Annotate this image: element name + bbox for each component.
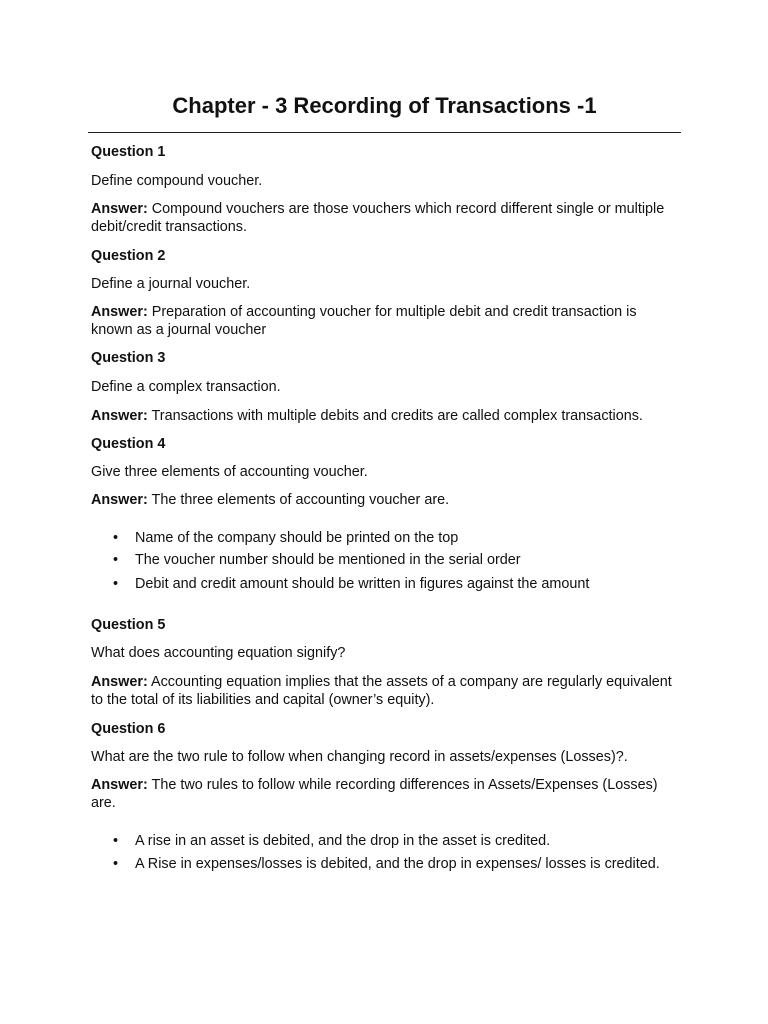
question-block-4 [91,435,681,593]
list-item: • The voucher number should be mentioned in the serial order [91,551,681,569]
question-block-3 [91,349,681,425]
question-heading: Question 3 [91,350,166,366]
answer-text [91,303,681,339]
answer-text [91,776,681,812]
page-title: Chapter - 3 Recording of Transactions -1 [172,93,597,118]
answer-label: Answer: [91,304,148,320]
question-heading: Question 4 [91,436,166,452]
answer-text [91,673,681,709]
answer-body: Preparation of accounting voucher for multiple debit and credit transaction is known as a journal voucher [91,304,637,338]
answer-body: Transactions with multiple debits and credits are called complex transactions. [151,408,643,424]
answer-label: Answer: [91,777,148,793]
answer-bullet-list [91,529,681,593]
list-item: • A rise in an asset is debited, and the drop in the asset is credited. [91,832,681,850]
list-item: • Debit and credit amount should be written in figures against the amount [91,575,681,593]
title-divider [88,132,681,133]
question-heading: Question 5 [91,617,166,633]
answer-bullet-list [91,832,681,873]
question-text: Define a journal voucher. [91,276,251,292]
question-text: What does accounting equation signify? [91,645,346,661]
question-heading: Question 1 [91,144,166,160]
answer-body: The two rules to follow while recording differences in Assets/Expenses (Losses) are. [91,777,658,811]
question-block-2 [91,247,681,339]
answer-label: Answer: [91,201,148,217]
answer-label: Answer: [91,408,148,424]
list-item: • A Rise in expenses/losses is debited, and the drop in expenses/ losses is credited. [91,855,681,873]
answer-body: Compound vouchers are those vouchers which record different single or multiple debit/credit transactions. [91,201,665,235]
question-text: What are the two rule to follow when changing record in assets/expenses (Losses)?. [91,749,628,765]
qa-content [91,143,681,873]
question-block-1 [91,143,681,236]
answer-label: Answer: [91,674,148,690]
question-text: Define compound voucher. [91,173,263,189]
answer-label: Answer: [91,492,148,508]
answer-body: The three elements of accounting voucher are. [151,492,450,508]
question-text: Give three elements of accounting voucher. [91,464,368,480]
question-heading: Question 2 [91,248,166,264]
question-text: Define a complex transaction. [91,379,281,395]
answer-text [91,200,681,236]
answer-body: Accounting equation implies that the assets of a company are regularly equivalent to the total of its liabilities and capital (owner’s equity). [91,674,672,708]
question-block-5 [91,616,681,709]
answer-text [91,491,681,509]
question-heading: Question 6 [91,721,166,737]
list-item: • Name of the company should be printed on the top [91,529,681,547]
answer-text [91,407,681,425]
question-block-6 [91,720,681,873]
